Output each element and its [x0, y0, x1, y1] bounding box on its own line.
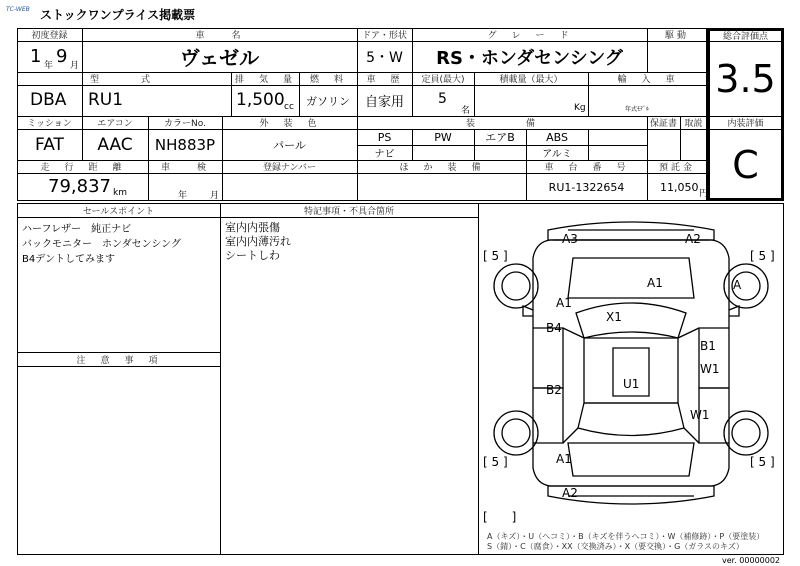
label-exterior-color: 外 装 色: [259, 119, 320, 129]
bracket-front-right: [ 5 ]: [750, 249, 775, 263]
logo: TC-WEB: [6, 6, 30, 13]
door-type-value: 5・W: [366, 49, 403, 66]
label-capacity: 定員(最大): [421, 75, 465, 85]
equip-pw: PW: [434, 130, 452, 144]
label-other-equip: ほ か 装 備: [399, 163, 484, 173]
bracket-spare: [ ]: [483, 510, 517, 524]
color-no-value: NH883P: [154, 135, 216, 154]
interior-score-value: C: [732, 143, 759, 187]
label-model: 型 式: [89, 75, 158, 85]
mark-a3: A3: [562, 232, 578, 246]
label-aircon: エアコン: [97, 119, 133, 129]
label-caution: 注 意 事 項: [76, 355, 161, 366]
label-manual: 取説: [684, 119, 703, 129]
bracket-rear-right: [ 5 ]: [750, 455, 775, 469]
equip-airbag: エアB: [485, 131, 515, 144]
label-inspection: 車 検: [160, 163, 209, 173]
label-import: 輸 入 車: [617, 75, 678, 85]
car-name-value: ヴェゼル: [179, 46, 260, 70]
label-interior-score: 内装評価: [727, 119, 764, 129]
label-fuel: 燃 料: [309, 75, 346, 85]
list-item: バックモニター ホンダセンシング: [22, 239, 181, 250]
label-mission: ミッション: [27, 119, 72, 129]
displacement-value: 1,500: [236, 90, 285, 110]
list-item: 室内内薄汚れ: [225, 235, 291, 248]
mark-x1: X1: [606, 310, 622, 324]
vehicle-class-value: 自家用: [364, 95, 404, 110]
mileage-unit: km: [113, 188, 127, 198]
label-warranty: 保証書: [649, 119, 677, 129]
label-displacement: 排 気 量: [234, 75, 295, 85]
label-equipment: 装 備: [465, 119, 538, 129]
label-first-reg: 初度登録: [31, 31, 68, 41]
equip-abs: ABS: [546, 130, 568, 144]
mark-a1-left: A1: [556, 296, 572, 310]
label-mileage: 走 行 距 離: [40, 163, 125, 173]
model-value: RU1: [88, 90, 124, 110]
page-title: ストックワンプライス掲載票: [40, 8, 196, 22]
mark-b2: B2: [546, 383, 562, 397]
label-notes: 特記事項・不具合箇所: [303, 206, 394, 217]
label-color-no: カラーNo.: [164, 119, 206, 129]
sales-points-list: [22, 222, 181, 267]
label-drive: 駆動: [664, 31, 689, 41]
insp-month-unit: 月: [210, 191, 220, 201]
deposit-unit: 円: [699, 189, 709, 199]
aircon-value: AAC: [97, 134, 133, 155]
mark-a2-bottom: A2: [562, 486, 578, 500]
list-item: シートしわ: [225, 249, 280, 262]
label-plate: 登録ナンバー: [263, 163, 316, 173]
version-label: ver. 00000002: [722, 556, 781, 565]
equip-ps: PS: [377, 130, 392, 144]
mark-a-wheel: A: [733, 278, 742, 292]
mission-value: FAT: [35, 134, 64, 155]
notes-list: [225, 221, 291, 263]
label-vehicle-class: 車 歴: [366, 75, 403, 85]
total-score-value: 3.5: [715, 56, 776, 101]
mark-a2-top: A2: [685, 232, 701, 246]
label-chassis-no: 車 台 番 号: [544, 163, 629, 173]
list-item: 室内内張傷: [225, 221, 280, 234]
import-note: 年式ﾓﾃﾞﾙ: [625, 106, 650, 113]
label-car-name: 車 名: [195, 31, 244, 41]
fuel-value: ガソリン: [306, 94, 350, 108]
mark-a1-hood: A1: [647, 276, 663, 290]
equip-navi: ナビ: [374, 149, 395, 160]
bracket-front-left: [ 5 ]: [483, 249, 508, 263]
mark-u1: U1: [623, 377, 640, 391]
mark-b1: B1: [700, 339, 716, 353]
mileage-value: 79,837: [48, 176, 111, 197]
mark-w1-top: W1: [700, 362, 720, 376]
mark-w1-bottom: W1: [690, 408, 710, 422]
capacity-value: 5: [438, 91, 447, 107]
deposit-value: 11,050: [660, 181, 699, 194]
exterior-color-value: パール: [273, 138, 306, 152]
mark-a1-bottom: A1: [556, 452, 572, 466]
list-item: ハーフレザー 純正ナビ: [22, 224, 132, 235]
damage-legend-line2: S（錆）・C（腐食）・XX（交換済み）・X（要交換）・G（ガラスのキズ）: [487, 542, 744, 551]
mark-b4: B4: [546, 321, 562, 335]
label-grade: グ レ ー ド: [487, 31, 572, 41]
model-prefix-value: DBA: [30, 90, 67, 110]
label-sales-point: セールスポイント: [82, 206, 155, 217]
damage-legend-line1: A（キズ）・U（ヘコミ）・B（キズを伴うヘコミ）・W（補修跡）・P（要塗装）: [487, 532, 765, 541]
bracket-rear-left: [ 5 ]: [483, 455, 508, 469]
label-load: 積載量（最大）: [499, 75, 563, 85]
label-door-type: ドア・形状: [362, 31, 407, 41]
list-item: B4デントしてみます: [22, 254, 116, 265]
displacement-unit: cc: [284, 102, 294, 112]
label-deposit: 預託金: [658, 163, 695, 173]
capacity-unit: 名: [461, 106, 471, 116]
grade-value: RS・ホンダセンシング: [436, 47, 623, 69]
car-damage-diagram: [478, 218, 784, 528]
equip-alloy: アルミ: [542, 149, 572, 160]
load-unit: Kg: [574, 103, 586, 113]
first-reg-value: 1 年 9 月: [30, 46, 80, 71]
insp-year-unit: 年: [178, 191, 188, 201]
chassis-no-value: RU1-1322654: [548, 180, 625, 194]
label-total-score: 総合評価点: [722, 31, 768, 42]
